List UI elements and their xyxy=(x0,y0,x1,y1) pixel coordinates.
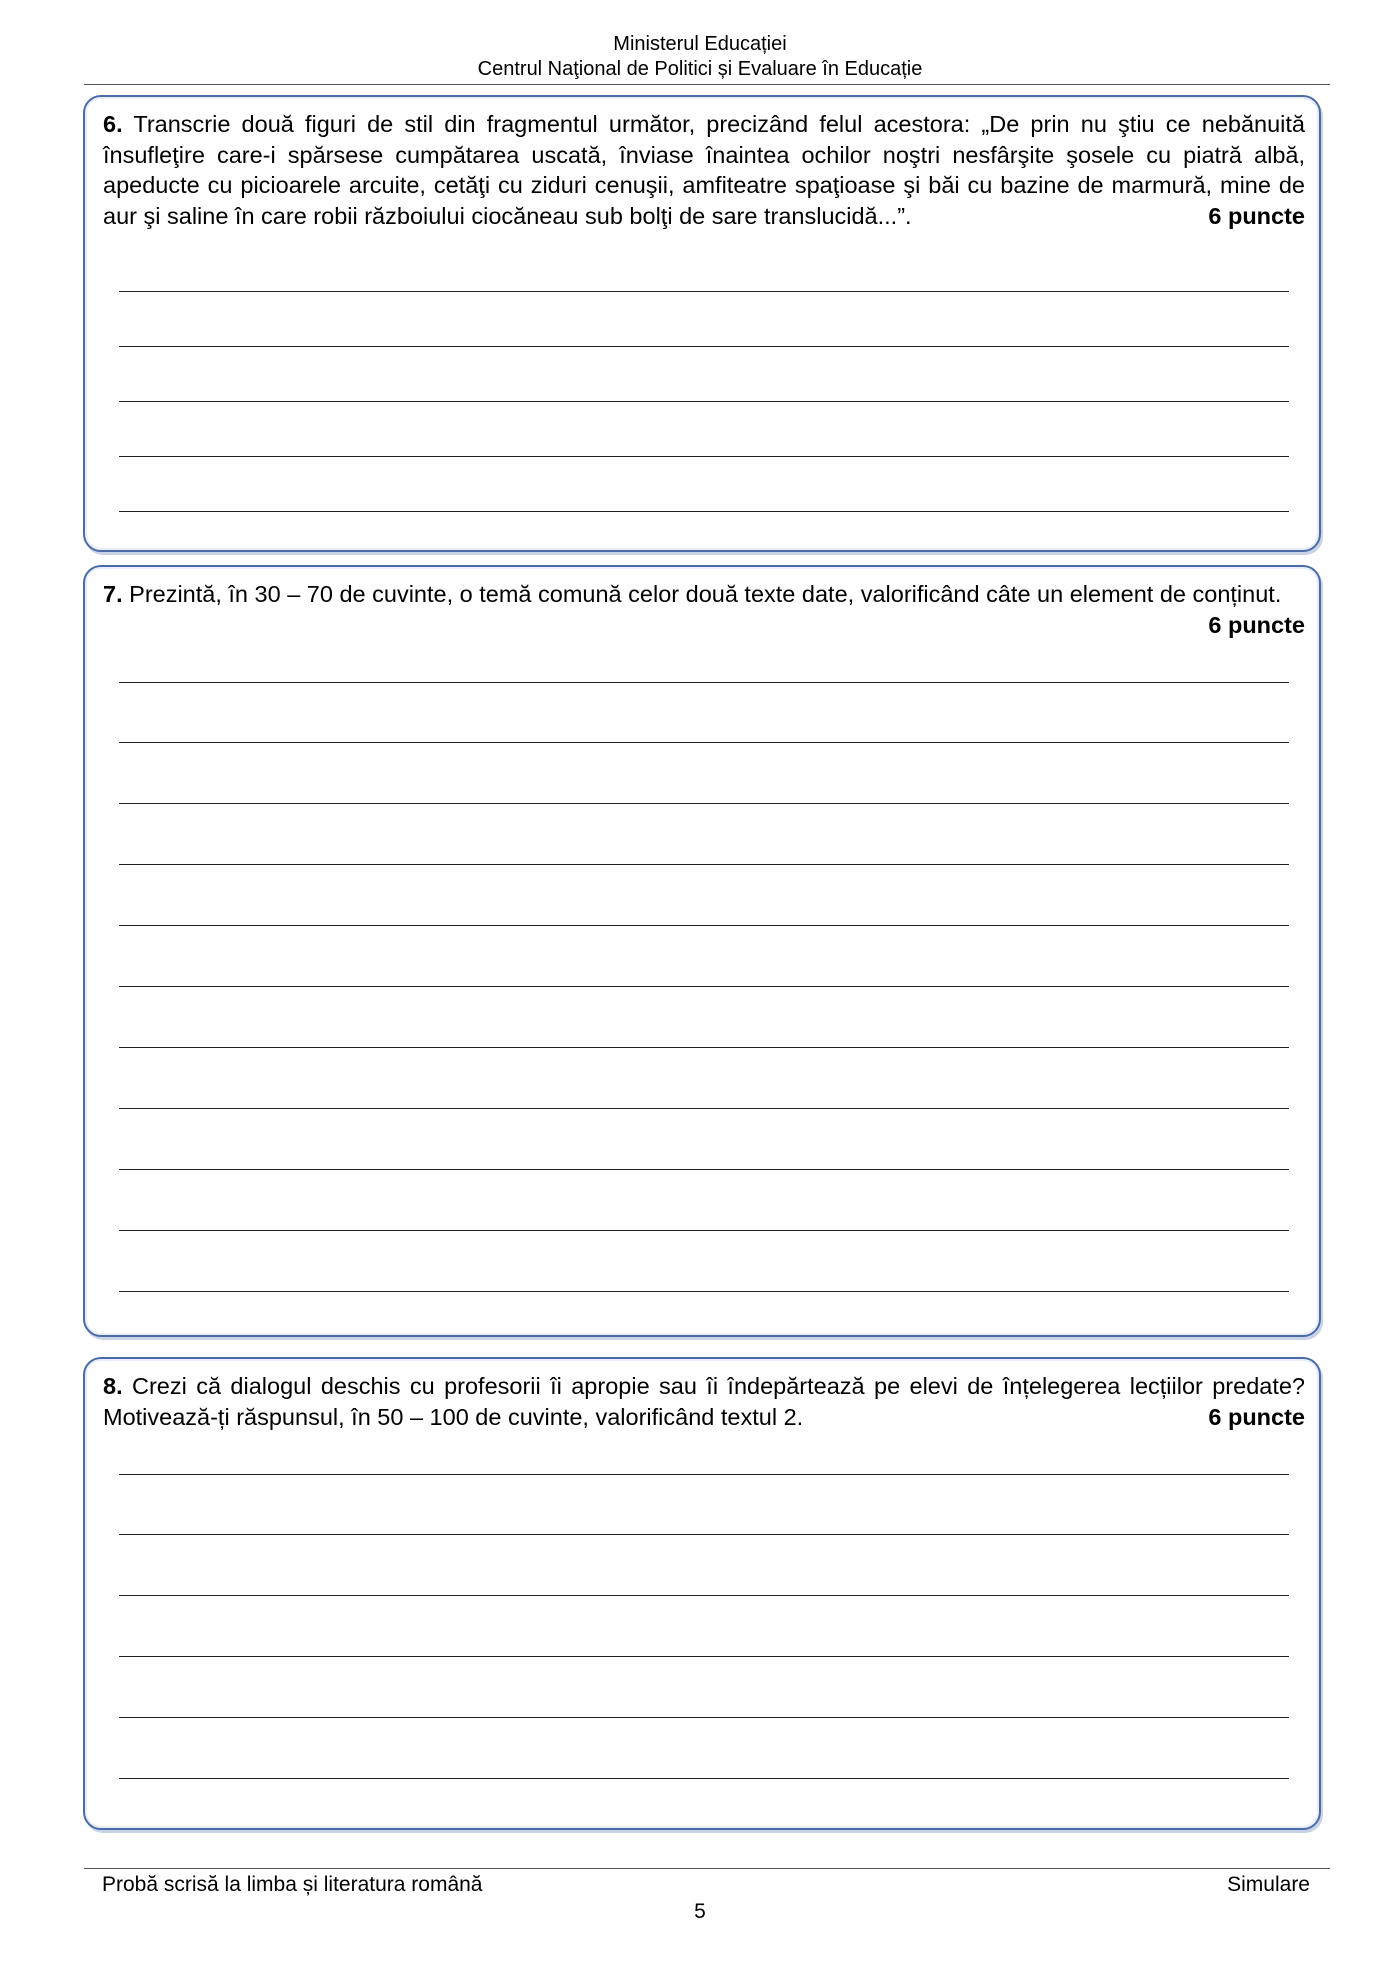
answer-line xyxy=(119,803,1289,804)
answer-line xyxy=(119,1291,1289,1292)
question-8-number: 8. xyxy=(103,1373,123,1399)
question-7-answer-area[interactable] xyxy=(119,567,1289,1335)
answer-line xyxy=(119,1047,1289,1048)
ministry-name: Ministerul Educației xyxy=(613,33,787,55)
question-8-answer-area[interactable] xyxy=(119,1359,1289,1828)
answer-line xyxy=(119,1108,1289,1109)
question-6-number: 6. xyxy=(103,111,123,137)
answer-line xyxy=(119,291,1289,292)
question-7-points: 6 puncte xyxy=(1208,611,1305,638)
answer-line xyxy=(119,1169,1289,1170)
answer-line xyxy=(119,1778,1289,1779)
answer-line xyxy=(119,1534,1289,1535)
question-6-prompt: Transcrie două figuri de stil din fragmentul următor, precizând felul acestora: „De prin nu ştiu ce nebănuită însufleţire care-i spărsese cumpătarea uscată, înviase înaintea ochilor noştri nesfârşite şosele cu piatră albă, apeducte cu picioarele arcuite, cetăţi cu ziduri cenuşii, amfiteatre spaţioase şi băi cu bazine de marmură, mine de aur şi saline în care robii războiului ciocăneau sub bolţi de sare translucidă...”. xyxy=(103,111,1305,229)
question-6-box xyxy=(83,95,1321,552)
answer-line xyxy=(119,346,1289,347)
answer-line xyxy=(119,986,1289,987)
question-8-prompt: Crezi că dialogul deschis cu profesorii îi apropie sau îi îndepărtează pe elevi de înțelegerea lecțiilor predate? Motivează-ți răspunsul, în 50 – 100 de cuvinte, valorificând textul 2. xyxy=(103,1373,1306,1430)
answer-line xyxy=(119,511,1289,512)
answer-line xyxy=(119,864,1289,865)
answer-line xyxy=(119,1717,1289,1718)
answer-line xyxy=(119,401,1289,402)
answer-line xyxy=(119,742,1289,743)
header-divider xyxy=(84,84,1330,85)
exam-type: Simulare xyxy=(1227,1873,1310,1896)
answer-line xyxy=(119,1230,1289,1231)
answer-line xyxy=(119,925,1289,926)
answer-line xyxy=(119,1656,1289,1657)
answer-line xyxy=(119,456,1289,457)
answer-line xyxy=(119,1474,1289,1475)
question-7-prompt: Prezintă, în 30 – 70 de cuvinte, o temă comună celor două texte date, valorificând câte un element de conținut. xyxy=(129,581,1282,607)
center-name: Centrul Naţional de Politici și Evaluare în Educație xyxy=(477,58,923,80)
question-7-number: 7. xyxy=(103,581,123,607)
question-8-box xyxy=(83,1357,1321,1830)
page-number: 5 xyxy=(694,1900,706,1923)
answer-line xyxy=(119,682,1289,683)
footer-divider xyxy=(84,1868,1330,1869)
answer-line xyxy=(119,1595,1289,1596)
question-6-points: 6 puncte xyxy=(1208,202,1305,229)
question-7-box xyxy=(83,565,1321,1337)
page-header xyxy=(0,32,1400,82)
question-6-answer-area[interactable] xyxy=(119,97,1289,550)
exam-title: Probă scrisă la limba și literatura română xyxy=(102,1873,483,1896)
question-8-points: 6 puncte xyxy=(1208,1403,1305,1430)
